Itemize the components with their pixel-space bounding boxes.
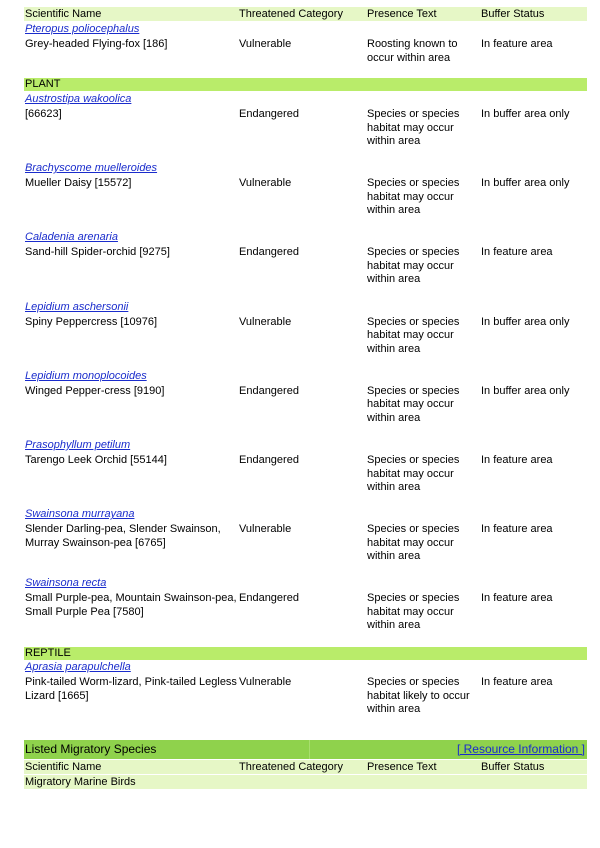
- threatened-category: Endangered: [239, 454, 299, 466]
- species-link[interactable]: Austrostipa wakoolica: [25, 93, 132, 105]
- header-threatened-category: Threatened Category: [239, 761, 343, 773]
- threatened-category: Endangered: [239, 246, 299, 259]
- threatened-category: Vulnerable: [239, 38, 292, 50]
- common-name: Pink-tailed Worm-lizard, Pink-tailed Legless Lizard [1665]: [25, 676, 237, 702]
- common-name: Grey-headed Flying-fox [186]: [25, 38, 168, 50]
- common-name: Small Purple-pea, Mountain Swainson-pea, Small Purple Pea [7580]: [25, 592, 237, 618]
- group-header-migratory-marine-birds: [24, 775, 587, 789]
- presence-text: Species or species habitat likely to occur within area: [367, 676, 470, 715]
- header-divider: [309, 740, 310, 759]
- presence-text: Species or species habitat may occur within area: [367, 592, 460, 632]
- species-link[interactable]: Prasophyllum petilum: [25, 439, 131, 451]
- group-header-reptile: [24, 647, 587, 660]
- header-threatened-category: Threatened Category: [239, 8, 343, 20]
- buffer-status: In feature area: [481, 523, 553, 536]
- section-title: Listed Migratory Species: [25, 742, 157, 756]
- header-scientific-name: Scientific Name: [25, 761, 102, 773]
- threatened-category: Vulnerable: [239, 315, 292, 328]
- species-link[interactable]: Lepidium aschersonii: [25, 300, 129, 313]
- buffer-status: In feature area: [481, 454, 553, 466]
- presence-text: Species or species habitat may occur within area: [367, 315, 460, 355]
- species-link[interactable]: Aprasia parapulchella: [25, 661, 131, 673]
- header-scientific-name: Scientific Name: [25, 8, 102, 20]
- group-label: PLANT: [25, 78, 61, 90]
- header-buffer-status: Buffer Status: [481, 8, 545, 20]
- threatened-category: Endangered: [239, 384, 299, 397]
- group-label: Migratory Marine Birds: [25, 776, 136, 788]
- threatened-category: Endangered: [239, 592, 299, 605]
- presence-text: Species or species habitat may occur within area: [367, 108, 460, 147]
- threatened-category: Endangered: [239, 108, 299, 120]
- buffer-status: In buffer area only: [481, 177, 570, 190]
- common-name: Tarengo Leek Orchid [55144]: [25, 454, 167, 466]
- buffer-status: In buffer area only: [481, 315, 570, 328]
- threatened-category: Vulnerable: [239, 676, 292, 688]
- species-link[interactable]: Brachyscome muelleroides: [25, 162, 158, 175]
- common-name: Winged Pepper-cress [9190]: [25, 384, 165, 397]
- threatened-category: Vulnerable: [239, 523, 292, 536]
- presence-text: Species or species habitat may occur within area: [367, 246, 460, 286]
- buffer-status: In buffer area only: [481, 384, 570, 397]
- buffer-status: In buffer area only: [481, 108, 570, 120]
- resource-information-link[interactable]: [ Resource Information ]: [456, 742, 585, 756]
- table-header: [24, 760, 587, 774]
- presence-text: Species or species habitat may occur within area: [367, 523, 460, 563]
- species-link[interactable]: Swainsona recta: [25, 577, 107, 590]
- table-header: [24, 7, 587, 21]
- threatened-category: Vulnerable: [239, 177, 292, 190]
- common-name: Sand-hill Spider-orchid [9275]: [25, 246, 170, 259]
- species-link[interactable]: Swainsona murrayana: [25, 508, 135, 521]
- buffer-status: In feature area: [481, 592, 553, 605]
- header-presence-text: Presence Text: [367, 8, 437, 20]
- group-label: REPTILE: [25, 647, 71, 659]
- section-header-migratory: [24, 740, 587, 759]
- common-name: Mueller Daisy [15572]: [25, 177, 132, 190]
- species-link[interactable]: Lepidium monoplocoides: [25, 369, 147, 382]
- presence-text: Species or species habitat may occur within area: [367, 384, 460, 424]
- header-presence-text: Presence Text: [367, 761, 437, 773]
- presence-text: Species or species habitat may occur within area: [367, 177, 460, 217]
- header-buffer-status: Buffer Status: [481, 761, 545, 773]
- presence-text: Species or species habitat may occur within area: [367, 454, 460, 493]
- common-name: Spiny Peppercress [10976]: [25, 315, 158, 328]
- resource-information-wrapper: [457, 740, 585, 759]
- species-link[interactable]: Pteropus poliocephalus: [25, 23, 140, 35]
- presence-text: Roosting known to occur within area: [367, 38, 458, 64]
- common-name: [66623]: [25, 108, 62, 120]
- group-header-plant: [24, 78, 587, 91]
- buffer-status: In feature area: [481, 246, 553, 259]
- buffer-status: In feature area: [481, 676, 553, 688]
- buffer-status: In feature area: [481, 38, 553, 50]
- species-link[interactable]: Caladenia arenaria: [25, 231, 118, 244]
- common-name: Slender Darling-pea, Slender Swainson, Murray Swainson-pea [6765]: [25, 523, 221, 549]
